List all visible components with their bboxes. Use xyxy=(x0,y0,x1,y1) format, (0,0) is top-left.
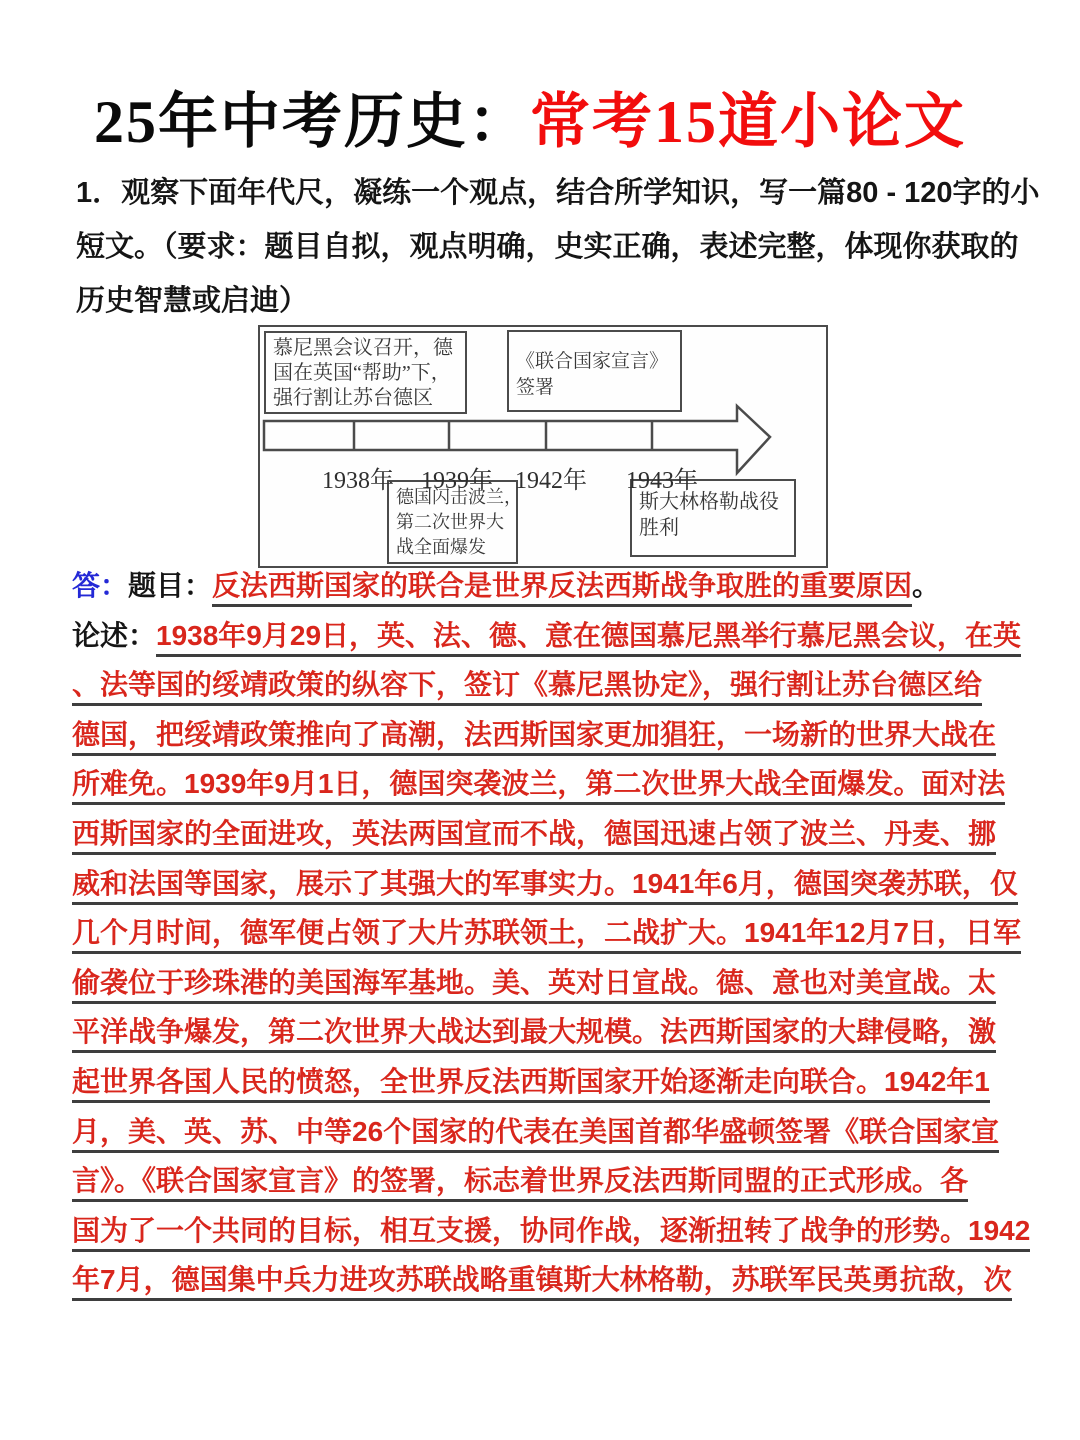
body-label: 论述： xyxy=(72,619,157,651)
question-line: 短文。（要求：题目自拟，观点明确，史实正确，表述完整，体现你获取的 xyxy=(76,231,1019,263)
answer-title-period: 。 xyxy=(912,570,941,601)
question-line: 1．观察下面年代尺，凝练一个观点，结合所学知识，写一篇80 - 120字的小 xyxy=(76,177,1040,209)
event-box-line: 第二次世界大 xyxy=(396,512,504,532)
answer-body-text: 1938年9月29日，英、法、德、意在德国慕尼黑举行慕尼黑会议，在英 xyxy=(156,620,1021,657)
answer-body-line xyxy=(72,1209,1030,1259)
answer-body-text: 德国，把绥靖政策推向了高潮，法西斯国家更加猖狂，一场新的世界大战在 xyxy=(72,719,996,756)
answer-body-line xyxy=(72,911,1030,961)
event-box-line: 胜利 xyxy=(639,517,679,539)
answer-body-line xyxy=(72,1110,1030,1160)
answer-body-text: 威和法国等国家，展示了其强大的军事实力。1941年6月，德国突袭苏联，仅 xyxy=(72,868,1018,905)
answer-body-text: 西斯国家的全面进攻，英法两国宣而不战，德国迅速占领了波兰、丹麦、挪 xyxy=(72,818,996,855)
question-line: 历史智慧或启迪） xyxy=(76,285,309,317)
answer-body-line xyxy=(72,1258,1030,1308)
answer-body-line xyxy=(72,663,1030,713)
timeline-year-1943: 1943年 xyxy=(626,468,698,494)
answer-body-line xyxy=(72,1159,1030,1209)
answer-body-line xyxy=(72,862,1030,912)
answer-body-text: 所难免。1939年9月1日，德国突袭波兰，第二次世界大战全面爆发。面对法 xyxy=(72,768,1005,805)
answer-body-line xyxy=(72,1010,1030,1060)
answer-section xyxy=(72,564,1030,1308)
answer-label: 答： xyxy=(72,570,129,601)
answer-body-text: 国为了一个共同的目标，相互支援，协同作战，逐渐扭转了战争的形势。1942 xyxy=(72,1215,1030,1252)
event-box-line: 签署 xyxy=(516,377,555,398)
event-box-line: 慕尼黑会议召开，德 xyxy=(273,337,453,359)
event-box-line: 《联合国家宣言》 xyxy=(516,351,669,372)
event-box-line: 国在英国“帮助”下， xyxy=(273,362,451,384)
answer-body-text: 起世界各国人民的愤怒，全世界反法西斯国家开始逐渐走向联合。1942年1 xyxy=(72,1066,990,1103)
answer-body-text: 言》。《联合国家宣言》的签署，标志着世界反法西斯同盟的正式形成。各 xyxy=(72,1165,968,1202)
page-title-red: 常考15道小论文 xyxy=(530,89,966,155)
answer-body-line xyxy=(72,713,1030,763)
answer-body-line xyxy=(72,762,1030,812)
answer-body-line xyxy=(72,614,1030,664)
event-box-line: 德国闪击波兰， xyxy=(396,487,522,507)
page-title xyxy=(94,74,966,160)
answer-body-text: 年7月，德国集中兵力进攻苏联战略重镇斯大林格勒，苏联军民英勇抗敌，次 xyxy=(72,1264,1012,1301)
answer-body-line xyxy=(72,961,1030,1011)
answer-body-line xyxy=(72,1060,1030,1110)
event-box-line: 斯大林格勒战役 xyxy=(639,491,779,513)
answer-title-text: 反法西斯国家的联合是世界反法西斯战争取胜的重要原因 xyxy=(212,570,912,607)
page-title-black: 25年中考历史： xyxy=(94,89,530,155)
answer-body-text: 、法等国的绥靖政策的纵容下，签订《慕尼黑协定》，强行割让苏台德区给 xyxy=(72,669,982,706)
answer-body-text: 平洋战争爆发，第二次世界大战达到最大规模。法西斯国家的大肆侵略，激 xyxy=(72,1016,996,1053)
answer-body-line xyxy=(72,812,1030,862)
timeline-year-1942: 1942年 xyxy=(515,468,587,494)
event-box-line: 战全面爆发 xyxy=(396,537,486,557)
timeline-year-1939: 1939年 xyxy=(421,468,493,494)
event-box-munich xyxy=(264,331,467,414)
title-label: 题目： xyxy=(128,570,213,601)
event-box-line: 强行割让苏台德区 xyxy=(273,387,433,409)
answer-body-text: 偷袭位于珍珠港的美国海军基地。美、英对日宣战。德、意也对美宣战。太 xyxy=(72,967,996,1004)
timeline-year-1938: 1938年 xyxy=(322,468,394,494)
answer-body-text: 几个月时间，德军便占领了大片苏联领土，二战扩大。1941年12月7日，日军 xyxy=(72,917,1021,954)
timeline-figure xyxy=(258,325,828,568)
event-box-un-declaration xyxy=(507,330,682,412)
answer-title-line xyxy=(72,564,1030,614)
question-text xyxy=(76,166,1040,328)
answer-body-text: 月，美、英、苏、中等26个国家的代表在美国首都华盛顿签署《联合国家宣 xyxy=(72,1116,999,1153)
